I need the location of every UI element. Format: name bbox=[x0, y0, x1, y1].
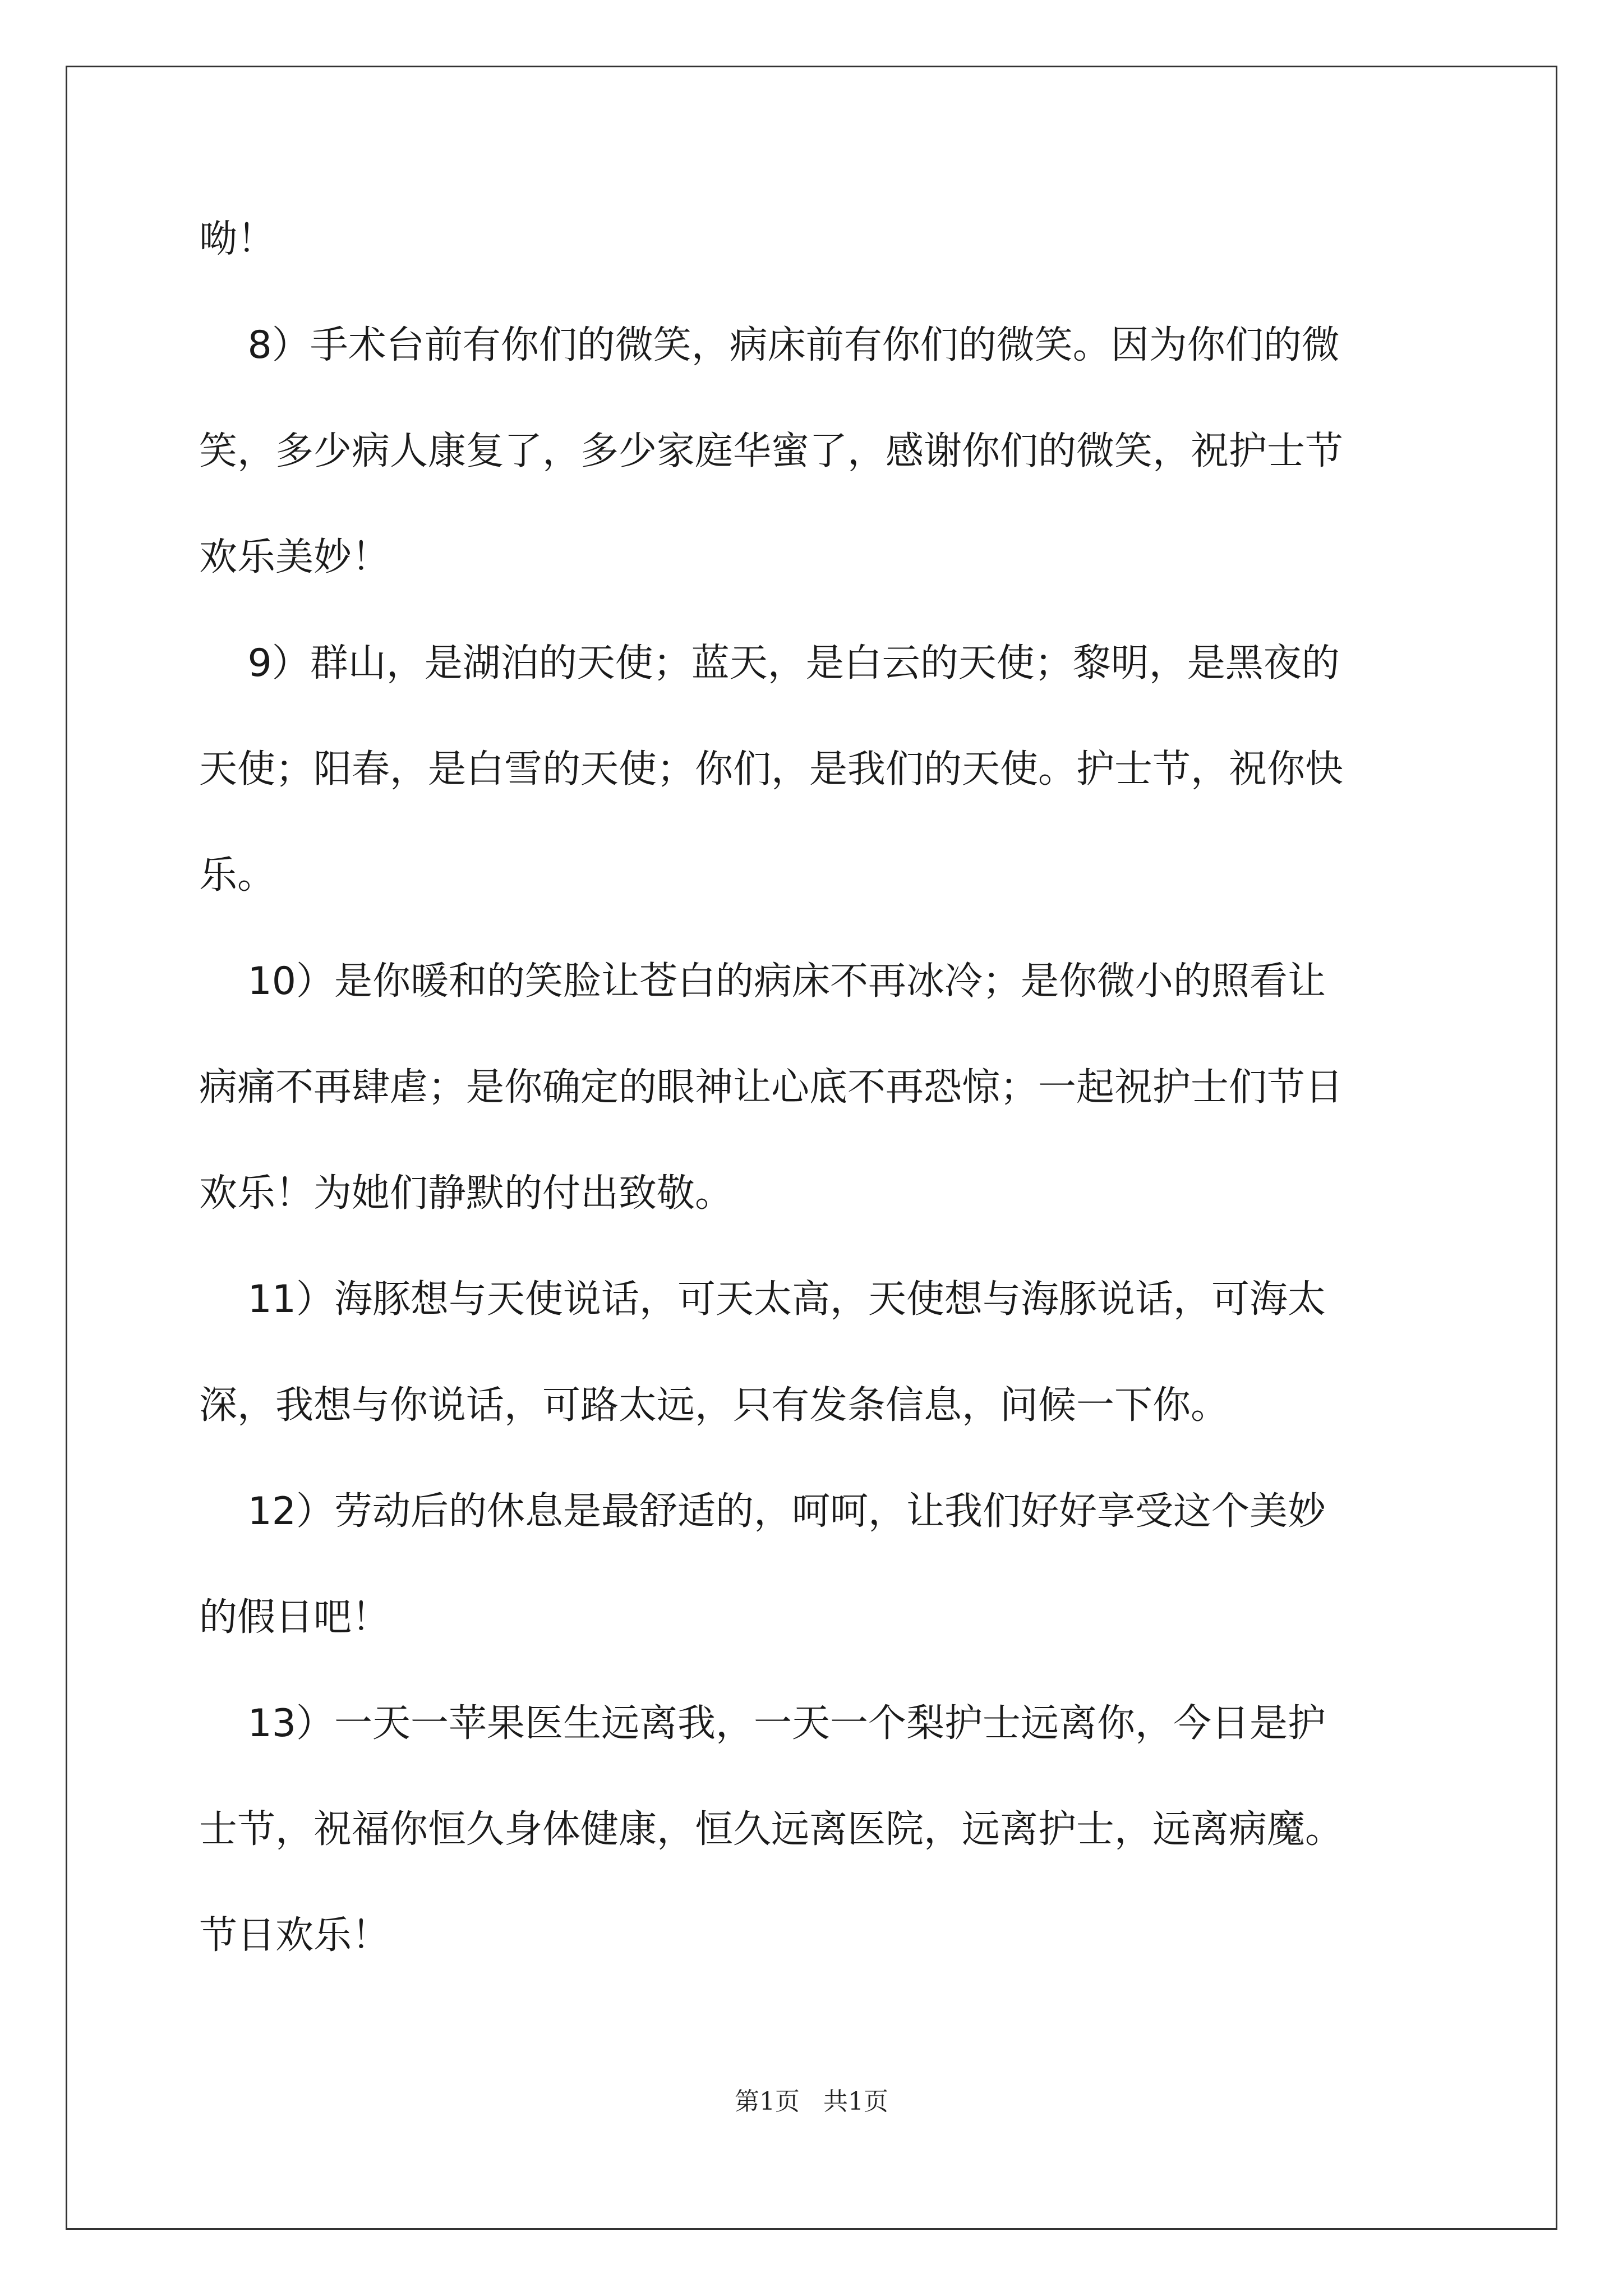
page-footer bbox=[0, 2081, 1623, 2117]
text-line: 士节，祝福你恒久身体健康，恒久远离医院，远离护士，远离病魔。 bbox=[199, 1807, 1344, 1852]
text-line: 13）一天一苹果医生远离我，一天一个梨护士远离你，今日是护 bbox=[199, 1701, 1326, 1746]
text-line: 10）是你暖和的笑脸让苍白的病床不再冰冷；是你微小的照看让 bbox=[199, 959, 1326, 1004]
paragraph-gap bbox=[199, 1644, 1433, 1697]
line-gap bbox=[199, 690, 1433, 743]
line-gap bbox=[199, 1750, 1433, 1803]
document-body bbox=[199, 213, 1433, 1962]
line-gap bbox=[199, 796, 1433, 849]
footer-spacer bbox=[800, 2087, 823, 2116]
paragraph-gap bbox=[199, 584, 1433, 637]
text-line: 的假日吧！ bbox=[199, 1595, 390, 1640]
text-line: 节日欢乐！ bbox=[199, 1913, 390, 1958]
line-gap bbox=[199, 1114, 1433, 1167]
paragraph-gap bbox=[199, 1220, 1433, 1273]
paragraph-gap bbox=[199, 266, 1433, 319]
text-line: 欢乐美妙！ bbox=[199, 535, 390, 579]
text-line: 深，我想与你说话，可路太远，只有发条信息，问候一下你。 bbox=[199, 1383, 1229, 1428]
line-gap bbox=[199, 372, 1433, 425]
text-line: 呦！ bbox=[199, 217, 276, 261]
page-number-total: 共1页 bbox=[823, 2087, 888, 2116]
line-gap bbox=[199, 1856, 1433, 1910]
text-line: 12）劳动后的休息是最舒适的，呵呵，让我们好好享受这个美妙 bbox=[199, 1489, 1326, 1534]
text-line: 笑，多少病人康复了，多少家庭华蜜了，感谢你们的微笑，祝护士节 bbox=[199, 429, 1344, 473]
line-gap bbox=[199, 1008, 1433, 1061]
text-line: 病痛不再肆虐；是你确定的眼神让心底不再恐惊；一起祝护士们节日 bbox=[199, 1065, 1344, 1110]
text-line: 欢乐！为她们静默的付出致敬。 bbox=[199, 1171, 734, 1216]
page-number-current: 第1页 bbox=[735, 2087, 800, 2116]
line-gap bbox=[199, 1538, 1433, 1591]
paragraph-gap bbox=[199, 1432, 1433, 1485]
text-line: 乐。 bbox=[199, 853, 276, 898]
text-line: 9）群山，是湖泊的天使；蓝天，是白云的天使；黎明，是黑夜的 bbox=[199, 641, 1340, 685]
paragraph-gap bbox=[199, 902, 1433, 955]
text-line: 11）海豚想与天使说话，可天太高，天使想与海豚说话，可海太 bbox=[199, 1277, 1326, 1322]
line-gap bbox=[199, 478, 1433, 531]
text-line: 天使；阳春，是白雪的天使；你们，是我们的天使。护士节，祝你快 bbox=[199, 747, 1344, 792]
line-gap bbox=[199, 1326, 1433, 1379]
text-line: 8）手术台前有你们的微笑，病床前有你们的微笑。因为你们的微 bbox=[199, 323, 1340, 367]
